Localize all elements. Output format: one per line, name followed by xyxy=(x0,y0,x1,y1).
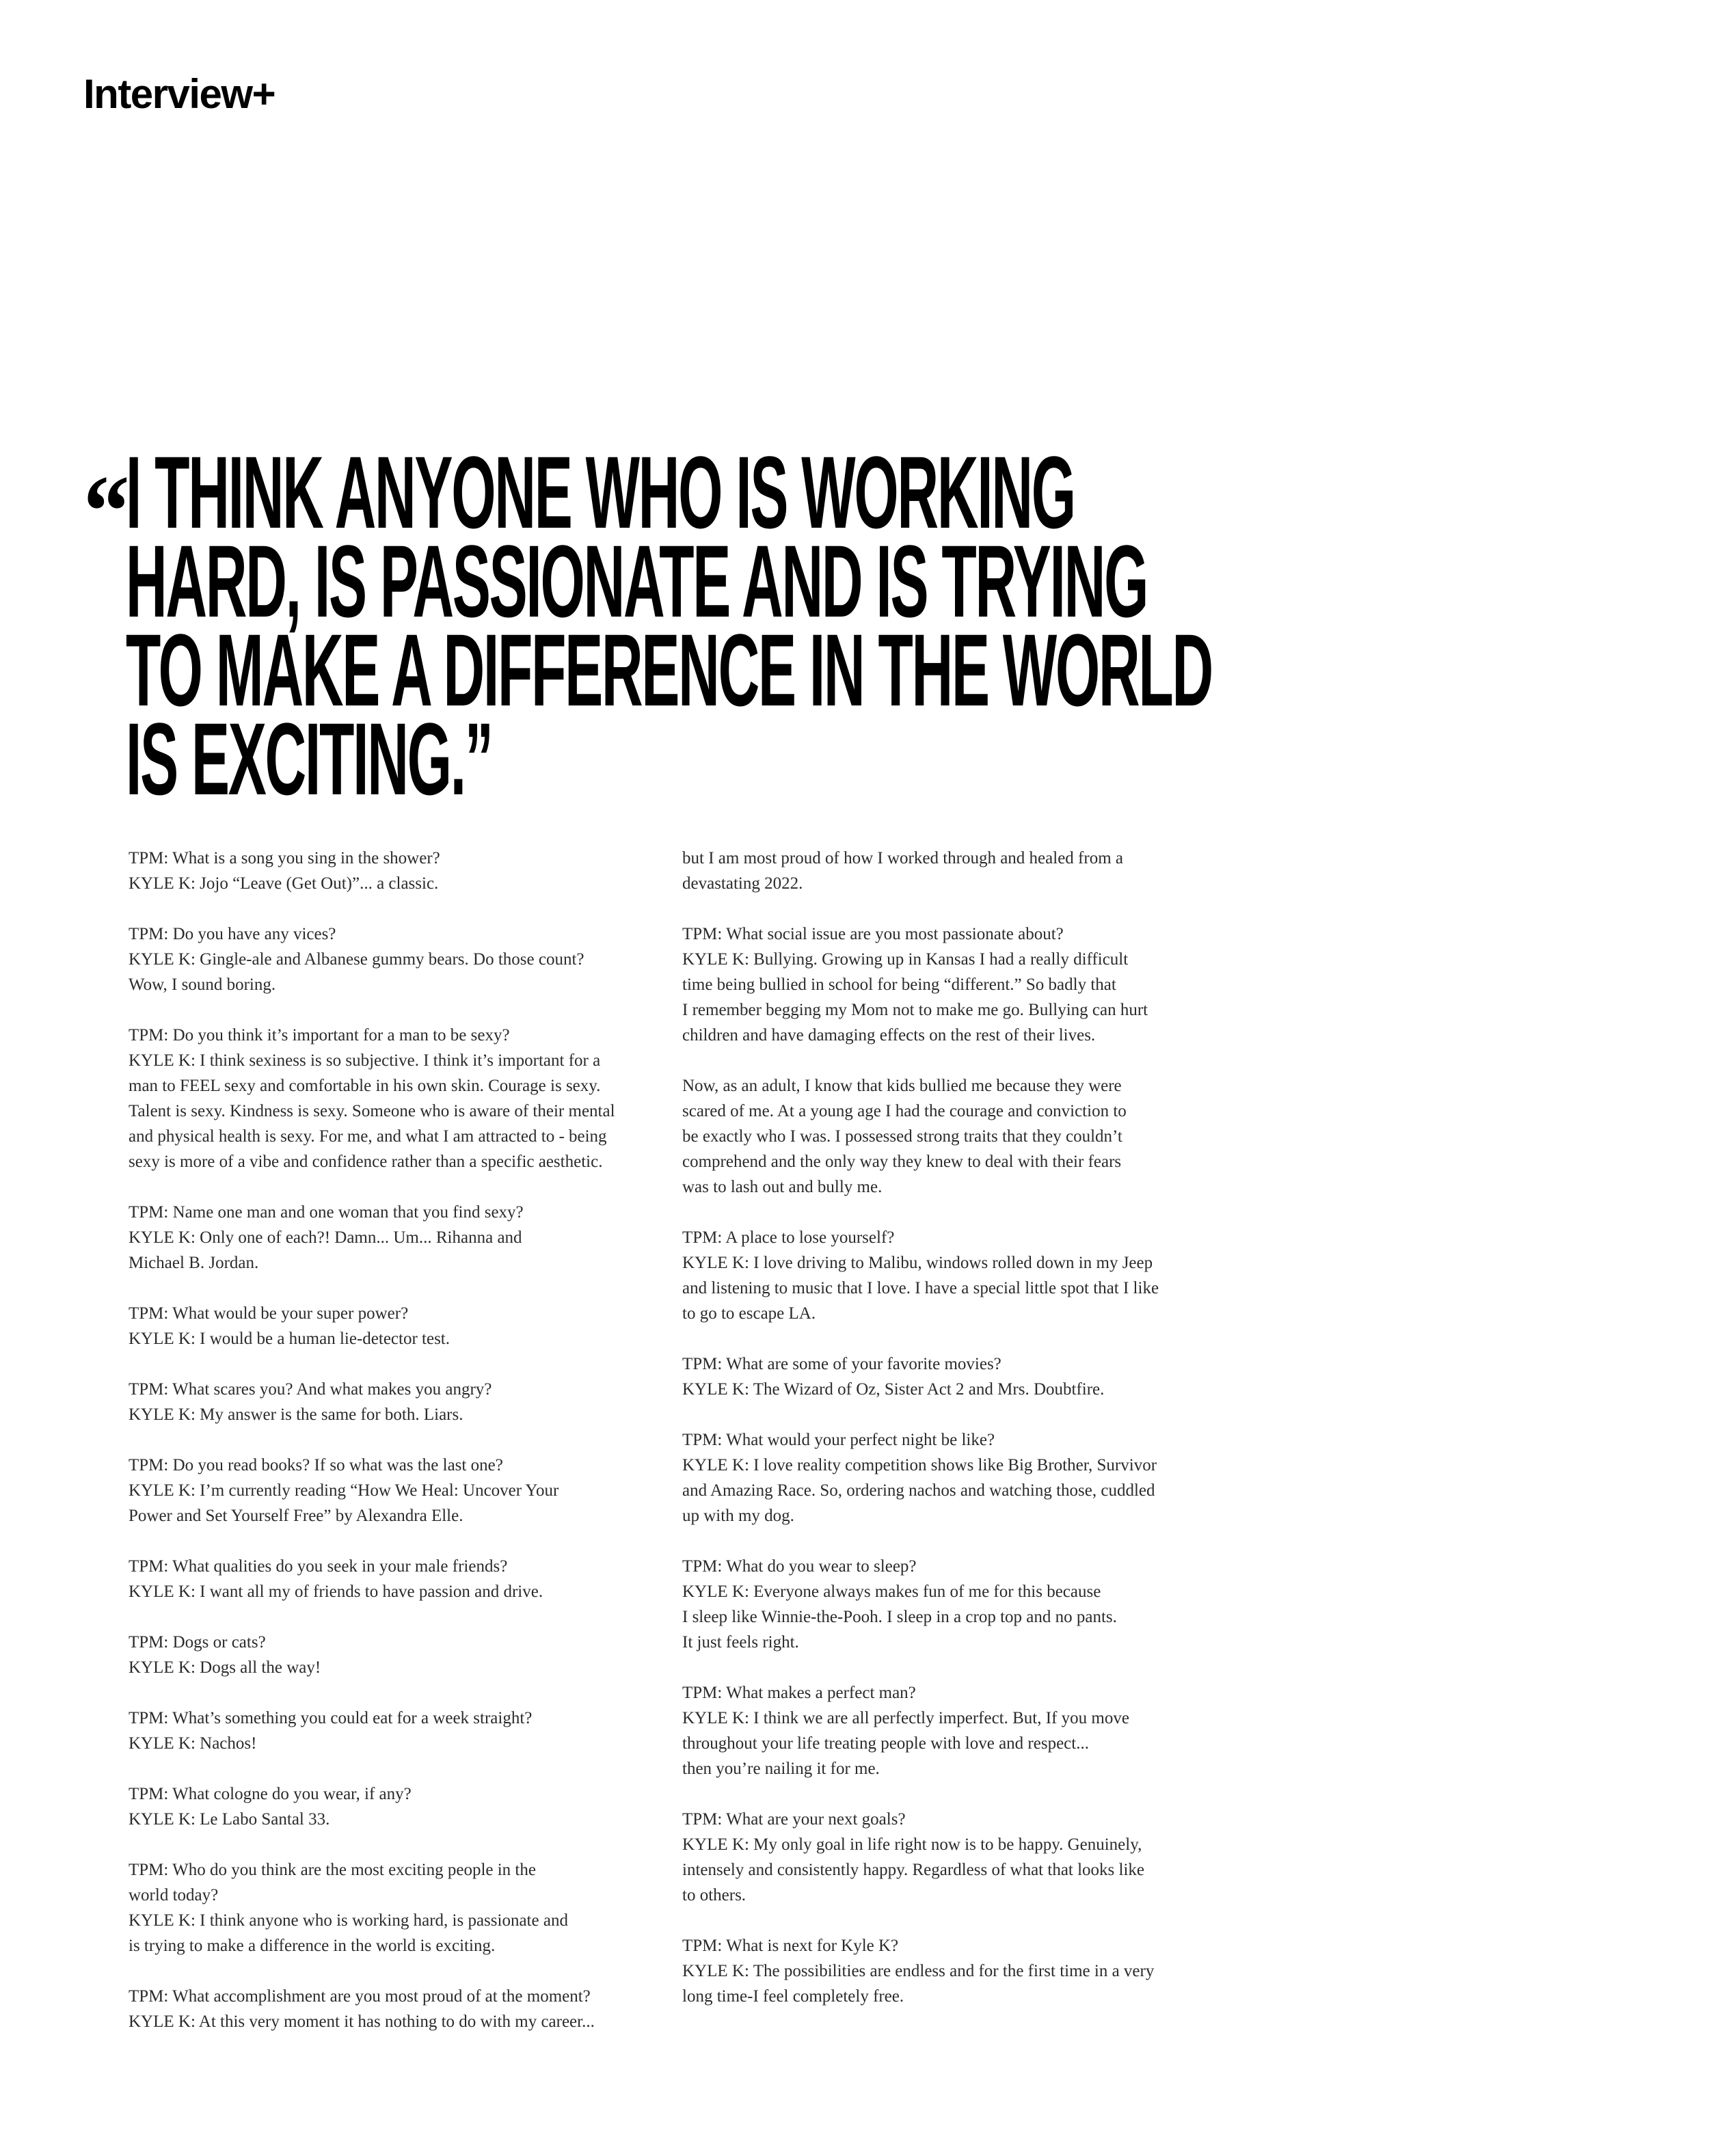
qa-line: KYLE K: Nachos! xyxy=(129,1734,257,1753)
qa-block xyxy=(129,1857,675,1958)
qa-line: TPM: What qualities do you seek in your male friends? xyxy=(129,1557,508,1576)
qa-line: then you’re nailing it for me. xyxy=(682,1760,880,1778)
qa-line: to others. xyxy=(682,1886,746,1904)
qa-line: time being bullied in school for being “different.” So badly that xyxy=(682,975,1116,994)
qa-line: is trying to make a difference in the world is exciting. xyxy=(129,1937,496,1955)
qa-line: Michael B. Jordan. xyxy=(129,1254,259,1272)
interview-column-right xyxy=(682,846,1229,2034)
qa-line: TPM: What’s something you could eat for a week straight? xyxy=(129,1709,533,1727)
qa-line: KYLE K: The possibilities are endless and for the first time in a very xyxy=(682,1962,1155,1980)
qa-line: and Amazing Race. So, ordering nachos and watching those, cuddled xyxy=(682,1481,1155,1500)
qa-line: KYLE K: I’m currently reading “How We Heal: Uncover Your xyxy=(129,1481,559,1500)
qa-line: TPM: Do you think it’s important for a man to be sexy? xyxy=(129,1026,510,1045)
qa-line: TPM: What are your next goals? xyxy=(682,1810,906,1829)
qa-line: TPM: Name one man and one woman that you find sexy? xyxy=(129,1203,524,1222)
qa-line: TPM: What makes a perfect man? xyxy=(682,1684,916,1702)
qa-block xyxy=(682,1680,1229,1781)
qa-line: was to lash out and bully me. xyxy=(682,1178,883,1196)
qa-line: and listening to music that I love. I have a special little spot that I like xyxy=(682,1279,1159,1297)
interview-column-left xyxy=(129,846,675,2060)
pull-quote xyxy=(83,435,1246,816)
qa-line: TPM: Dogs or cats? xyxy=(129,1633,266,1652)
qa-block xyxy=(129,1377,675,1427)
qa-line: KYLE K: I love reality competition shows like Big Brother, Survivor xyxy=(682,1456,1157,1474)
qa-block xyxy=(129,1453,675,1528)
qa-line: KYLE K: I think sexiness is so subjective. I think it’s important for a xyxy=(129,1051,601,1070)
qa-line: KYLE K: I want all my of friends to have passion and drive. xyxy=(129,1582,543,1601)
qa-line: TPM: Who do you think are the most exciting people in the xyxy=(129,1861,536,1879)
qa-line: sexy is more of a vibe and confidence rather than a specific aesthetic. xyxy=(129,1153,603,1171)
qa-line: Power and Set Yourself Free” by Alexandra Elle. xyxy=(129,1507,463,1525)
qa-line: I remember begging my Mom not to make me go. Bullying can hurt xyxy=(682,1001,1148,1019)
qa-block xyxy=(129,1630,675,1680)
qa-line: TPM: What is next for Kyle K? xyxy=(682,1937,899,1955)
qa-line: KYLE K: The Wizard of Oz, Sister Act 2 and Mrs. Doubtfire. xyxy=(682,1380,1105,1399)
qa-line: to go to escape LA. xyxy=(682,1304,816,1323)
qa-line: be exactly who I was. I possessed strong traits that they couldn’t xyxy=(682,1127,1122,1146)
qa-line: but I am most proud of how I worked through and healed from a xyxy=(682,849,1123,867)
qa-block xyxy=(682,1351,1229,1402)
qa-line: KYLE K: Dogs all the way! xyxy=(129,1658,321,1677)
qa-line: TPM: What would your perfect night be like? xyxy=(682,1431,995,1449)
qa-line: throughout your life treating people with love and respect... xyxy=(682,1734,1089,1753)
qa-line: KYLE K: I love driving to Malibu, windows rolled down in my Jeep xyxy=(682,1254,1153,1272)
qa-line: TPM: A place to lose yourself? xyxy=(682,1228,895,1247)
qa-line: TPM: What do you wear to sleep? xyxy=(682,1557,917,1576)
qa-block xyxy=(682,1933,1229,2009)
qa-line: KYLE K: I think anyone who is working hard, is passionate and xyxy=(129,1911,568,1930)
qa-block xyxy=(682,846,1229,896)
qa-line: KYLE K: I think we are all perfectly imperfect. But, If you move xyxy=(682,1709,1129,1727)
qa-line: TPM: What social issue are you most passionate about? xyxy=(682,925,1064,943)
pull-quote-line: I THINK ANYONE WHO IS WORKING xyxy=(126,435,1075,550)
qa-line: KYLE K: Everyone always makes fun of me for this because xyxy=(682,1582,1101,1601)
qa-line: and physical health is sexy. For me, and what I am attracted to - being xyxy=(129,1127,607,1146)
qa-line: TPM: What are some of your favorite movies? xyxy=(682,1355,1001,1373)
qa-line: world today? xyxy=(129,1886,219,1904)
qa-line: TPM: What would be your super power? xyxy=(129,1304,409,1323)
qa-block xyxy=(682,1807,1229,1908)
qa-line: long time-I feel completely free. xyxy=(682,1987,904,2006)
qa-block xyxy=(682,1073,1229,1200)
qa-line: KYLE K: My answer is the same for both. Liars. xyxy=(129,1405,463,1424)
pull-quote-line: TO MAKE A DIFFERENCE IN THE WORLD xyxy=(126,612,1212,727)
qa-line: TPM: What cologne do you wear, if any? xyxy=(129,1785,412,1803)
qa-line: It just feels right. xyxy=(682,1633,799,1652)
qa-line: Now, as an adult, I know that kids bullied me because they were xyxy=(682,1077,1122,1095)
qa-line: TPM: What scares you? And what makes you angry? xyxy=(129,1380,492,1399)
qa-block xyxy=(682,1225,1229,1326)
qa-block xyxy=(682,1554,1229,1655)
qa-block xyxy=(129,1706,675,1756)
qa-line: devastating 2022. xyxy=(682,874,803,893)
qa-block xyxy=(129,1554,675,1604)
qa-line: TPM: What is a song you sing in the shower? xyxy=(129,849,440,867)
qa-line: Wow, I sound boring. xyxy=(129,975,276,994)
qa-line: scared of me. At a young age I had the courage and conviction to xyxy=(682,1102,1127,1120)
qa-line: up with my dog. xyxy=(682,1507,794,1525)
qa-block xyxy=(129,1023,675,1174)
qa-line: Talent is sexy. Kindness is sexy. Someone who is aware of their mental xyxy=(129,1102,615,1120)
qa-line: TPM: Do you have any vices? xyxy=(129,925,336,943)
qa-block xyxy=(129,921,675,997)
pull-quote-open-mark: “ xyxy=(83,455,130,568)
qa-line: KYLE K: Bullying. Growing up in Kansas I had a really difficult xyxy=(682,950,1129,969)
qa-block xyxy=(129,1781,675,1832)
qa-block xyxy=(682,921,1229,1048)
qa-block xyxy=(129,1984,675,2034)
qa-line: TPM: What accomplishment are you most proud of at the moment? xyxy=(129,1987,591,2006)
pull-quote-line: IS EXCITING.” xyxy=(126,701,492,816)
qa-block xyxy=(682,1427,1229,1528)
qa-line: man to FEEL sexy and comfortable in his own skin. Courage is sexy. xyxy=(129,1077,601,1095)
qa-block xyxy=(129,846,675,896)
qa-line: intensely and consistently happy. Regardless of what that looks like xyxy=(682,1861,1145,1879)
qa-line: KYLE K: Only one of each?! Damn... Um... Rihanna and xyxy=(129,1228,522,1247)
pull-quote-line: HARD, IS PASSIONATE AND IS TRYING xyxy=(126,524,1148,638)
qa-block xyxy=(129,1301,675,1351)
qa-line: KYLE K: My only goal in life right now is to be happy. Genuinely, xyxy=(682,1835,1142,1854)
qa-line: I sleep like Winnie-the-Pooh. I sleep in a crop top and no pants. xyxy=(682,1608,1117,1626)
qa-line: KYLE K: I would be a human lie-detector test. xyxy=(129,1330,450,1348)
qa-line: KYLE K: At this very moment it has nothing to do with my career... xyxy=(129,2012,595,2031)
qa-line: KYLE K: Le Labo Santal 33. xyxy=(129,1810,330,1829)
qa-line: children and have damaging effects on the rest of their lives. xyxy=(682,1026,1096,1045)
qa-block xyxy=(129,1200,675,1276)
qa-line: KYLE K: Jojo “Leave (Get Out)”... a classic. xyxy=(129,874,439,893)
qa-line: TPM: Do you read books? If so what was the last one? xyxy=(129,1456,503,1474)
qa-line: KYLE K: Gingle-ale and Albanese gummy bears. Do those count? xyxy=(129,950,584,969)
qa-line: comprehend and the only way they knew to deal with their fears xyxy=(682,1153,1122,1171)
section-label: Interview+ xyxy=(83,71,275,117)
